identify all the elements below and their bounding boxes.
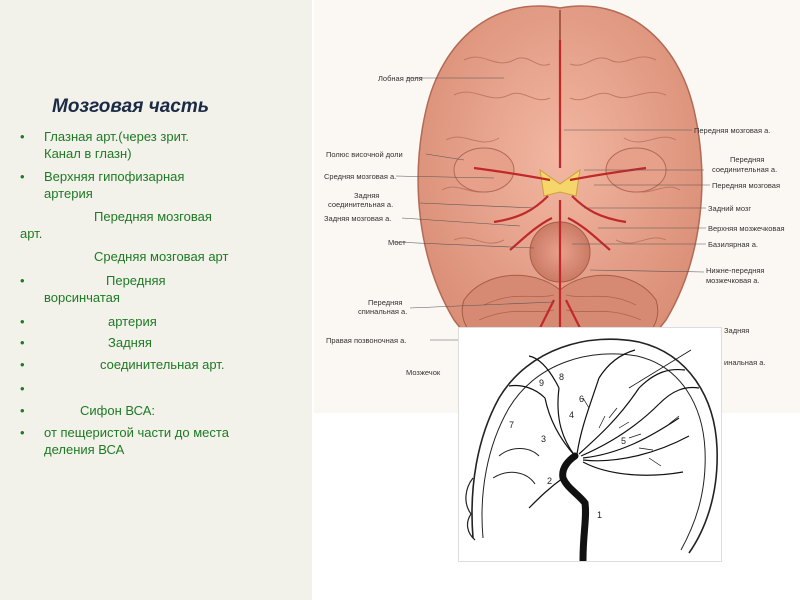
bullet-line: Задняя: [108, 335, 152, 350]
brain-label: инальная а.: [724, 358, 766, 367]
bullet-dot: •: [20, 169, 25, 184]
angiogram-number: 5: [621, 436, 627, 446]
brain-label: Передняя мозговая: [712, 181, 781, 190]
bullet-line: арт.: [20, 226, 43, 241]
angiogram-number: 2: [547, 476, 553, 486]
bullet-line: Передняя: [106, 273, 166, 288]
brain-label: соединительная а.: [712, 165, 778, 174]
brain-label: Передняя: [730, 155, 765, 164]
brain-label: Задняя: [724, 326, 750, 335]
bullet-line: от пещеристой части до места: [44, 425, 229, 440]
brain-label: Задняя мозговая а.: [324, 214, 392, 223]
slide-title: Мозговая часть: [52, 96, 210, 117]
bullet-dot: •: [20, 425, 25, 440]
bullet-line: деления ВСА: [44, 442, 125, 457]
angiogram-number: 8: [559, 372, 565, 382]
brain-label: Средняя мозговая а.: [324, 172, 397, 181]
brain-label: Задняя: [354, 191, 380, 200]
bullet-line: Канал в глазн): [44, 146, 132, 161]
brain-label: Мост: [388, 238, 406, 247]
bullet-dot: •: [20, 381, 25, 396]
brain-label: спинальная а.: [358, 307, 408, 316]
bullet-dot: •: [20, 129, 25, 144]
bullet-dot: •: [20, 335, 25, 350]
brain-label: Нижне-передняя: [706, 266, 765, 275]
brain-label: Полюс височной доли: [326, 150, 403, 159]
angiogram-number: 3: [541, 434, 547, 444]
bullet-line: Средняя мозговая арт: [94, 249, 229, 264]
brain-label: Мозжечок: [406, 368, 441, 377]
bullet-dot: •: [20, 273, 25, 288]
bullet-dot: •: [20, 357, 25, 372]
bullet-line: соединительная арт.: [100, 357, 225, 372]
bullet-line: ворсинчатая: [44, 290, 120, 305]
bullet-dot: •: [20, 314, 25, 329]
brain-label: Передняя: [368, 298, 403, 307]
brain-label: мозжечковая а.: [706, 276, 760, 285]
bullet-line: артерия: [44, 186, 93, 201]
bullet-line: Глазная арт.(через зрит.: [44, 129, 189, 144]
brain-label: Лобная доля: [378, 74, 423, 83]
angiogram-number: 6: [579, 394, 585, 404]
angiogram-illustration: [458, 327, 722, 562]
angiogram-number: 7: [509, 420, 515, 430]
bullet-line: Передняя мозговая: [94, 209, 212, 224]
brain-label: Верхняя мозжечковая: [708, 224, 785, 233]
brain-label: Передняя мозговая а.: [694, 126, 771, 135]
brain-label: соединительная а.: [328, 200, 394, 209]
brain-label: Правая позвоночная а.: [326, 336, 407, 345]
brain-label: Базилярная а.: [708, 240, 758, 249]
bullet-line: артерия: [108, 314, 157, 329]
angiogram-number: 1: [597, 510, 603, 520]
angiogram-number: 9: [539, 378, 545, 388]
angiogram-drawing: [459, 328, 721, 561]
bullet-line: Верхняя гипофизарная: [44, 169, 185, 184]
brain-label: Задний мозг: [708, 204, 752, 213]
bullet-line: Сифон ВСА:: [80, 403, 155, 418]
bullet-dot: •: [20, 403, 25, 418]
angiogram-number: 4: [569, 410, 575, 420]
